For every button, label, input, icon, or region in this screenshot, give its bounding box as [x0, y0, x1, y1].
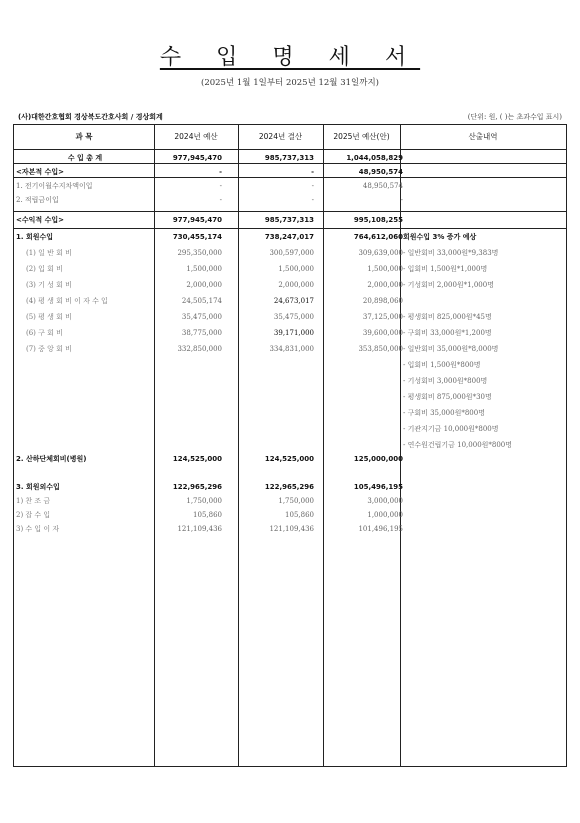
row-budget-2025: 37,125,000	[362, 313, 403, 321]
row-settle-2024: 2,000,000	[278, 281, 314, 289]
table-row	[14, 180, 566, 193]
table-row	[14, 194, 566, 207]
table-row	[14, 343, 566, 356]
row-budget-2024: -	[219, 168, 222, 176]
row-desc: - 구회비 35,000원*800명	[403, 409, 485, 417]
row-budget-2025: 1,000,000	[367, 511, 403, 519]
table-row	[14, 391, 566, 404]
row-settle-2024: -	[311, 182, 314, 190]
row-budget-2024: 124,525,000	[172, 455, 222, 463]
row-budget-2025: -	[400, 196, 403, 204]
row-budget-2024: 1,750,000	[186, 497, 222, 505]
table-row	[14, 423, 566, 436]
row-budget-2024: 38,775,000	[181, 329, 222, 337]
row-budget-2025: 48,950,574	[358, 168, 403, 176]
header-budget-2024: 2024년 예산	[174, 132, 218, 141]
table-row	[14, 327, 566, 340]
row-budget-2024: -	[219, 182, 222, 190]
table-row	[14, 481, 566, 494]
row-budget-2024: 977,945,470	[172, 216, 222, 224]
table-row	[14, 247, 566, 260]
row-desc: - 평생회비 825,000원*45명	[403, 313, 492, 321]
table-row	[14, 279, 566, 292]
row-settle-2024: -	[311, 196, 314, 204]
row-desc: - 연수원건립기금 10,000원*800명	[403, 441, 513, 449]
row-item: (4) 평 생 회 비 이 자 수 입	[26, 297, 108, 305]
table-row	[14, 375, 566, 388]
period-subtitle: (2025년 1월 1일부터 2025년 12월 31일까지)	[201, 78, 379, 88]
row-settle-2024: -	[311, 168, 314, 176]
table-row	[14, 214, 566, 227]
row-budget-2025: 1,500,000	[367, 265, 403, 273]
row-settle-2024: 105,860	[285, 511, 314, 519]
header-desc: 산출내역	[468, 132, 498, 141]
income-table	[13, 124, 567, 767]
row-desc: - 일반회비 35,000원*8,000명	[403, 345, 499, 353]
row-budget-2025: 3,000,000	[367, 497, 403, 505]
row-budget-2024: -	[219, 196, 222, 204]
row-item: 2. 산하단체회비(병원)	[16, 455, 87, 463]
row-desc: - 구회비 33,000원*1,200명	[403, 329, 492, 337]
row-desc: 회원수입 3% 증가 예상	[403, 233, 477, 241]
row-settle-2024: 985,737,313	[264, 154, 314, 162]
row-item: 1. 전기이월수지차액이입	[16, 182, 93, 190]
row-desc: - 기성회비 2,000원*1,000명	[403, 281, 494, 289]
row-settle-2024: 39,171,000	[273, 329, 314, 337]
row-budget-2024: 105,860	[193, 511, 222, 519]
row-budget-2024: 122,965,296	[172, 483, 222, 491]
row-budget-2025: 39,600,000	[362, 329, 403, 337]
row-budget-2024: 730,455,174	[172, 233, 222, 241]
row-item: (5) 평 생 회 비	[26, 313, 72, 321]
row-item: (7) 중 앙 회 비	[26, 345, 72, 353]
table-row	[14, 263, 566, 276]
row-item: <수익적 수입>	[16, 216, 64, 224]
row-item: <자본적 수입>	[16, 168, 64, 176]
row-budget-2024: 24,505,174	[181, 297, 222, 305]
row-settle-2024: 24,673,017	[273, 297, 314, 305]
row-budget-2025: 105,496,195	[353, 483, 403, 491]
row-budget-2024: 2,000,000	[186, 281, 222, 289]
row-budget-2025: 995,108,255	[353, 216, 403, 224]
row-item: 3) 수 입 이 자	[16, 525, 60, 533]
row-budget-2024: 295,350,000	[177, 249, 222, 257]
row-item: (3) 기 성 회 비	[26, 281, 72, 289]
document-title: 수 입 명 세 서	[159, 45, 421, 70]
row-desc: - 입회비 1,500원*1,000명	[403, 265, 488, 273]
row-budget-2025: 20,898,060	[362, 297, 403, 305]
row-budget-2025: 1,044,058,829	[346, 154, 403, 162]
row-item: (6) 구 회 비	[26, 329, 63, 337]
row-item: 1. 회원수입	[16, 233, 54, 241]
header-budget-2025: 2025년 예산(안)	[333, 132, 390, 141]
row-settle-2024: 738,247,017	[264, 233, 314, 241]
row-settle-2024: 35,475,000	[273, 313, 314, 321]
header-settle-2024: 2024년 결산	[258, 132, 303, 141]
row-desc: - 기관지기금 10,000원*800명	[403, 425, 499, 433]
row-item: 1) 찬 조 금	[16, 497, 51, 505]
row-settle-2024: 122,965,296	[264, 483, 314, 491]
row-item: (2) 입 회 비	[26, 265, 63, 273]
row-budget-2024: 977,945,470	[172, 154, 222, 162]
row-item: 수 입 총 계	[67, 154, 103, 162]
table-row	[14, 407, 566, 420]
row-item: 2. 적립금이입	[16, 196, 59, 204]
row-item: 2) 잡 수 입	[16, 511, 51, 519]
row-desc: - 평생회비 875,000원*30명	[403, 393, 492, 401]
table-row	[14, 509, 566, 522]
row-desc: - 일반회비 33,000원*9,383명	[403, 249, 499, 257]
row-budget-2024: 332,850,000	[177, 345, 222, 353]
organization-label: (사)대한간호협회 경상북도간호사회 / 경상회계	[18, 113, 163, 121]
row-settle-2024: 1,750,000	[278, 497, 314, 505]
row-settle-2024: 334,831,000	[269, 345, 314, 353]
table-row	[14, 495, 566, 508]
table-row	[14, 311, 566, 324]
table-row	[14, 523, 566, 536]
header-item: 과 목	[75, 132, 93, 141]
table-row	[14, 295, 566, 308]
row-budget-2025: 309,639,000	[358, 249, 403, 257]
table-row	[14, 231, 566, 244]
row-budget-2024: 121,109,436	[177, 525, 222, 533]
row-settle-2024: 1,500,000	[278, 265, 314, 273]
row-desc: - 기성회비 3,000원*800명	[403, 377, 488, 385]
row-budget-2025: 2,000,000	[367, 281, 403, 289]
row-budget-2025: 764,612,060	[353, 233, 403, 241]
row-item: (1) 일 반 회 비	[26, 249, 72, 257]
table-row	[14, 152, 566, 165]
table-row	[14, 166, 566, 179]
row-budget-2025: 48,950,574	[362, 182, 403, 190]
row-budget-2024: 35,475,000	[181, 313, 222, 321]
row-desc: - 입회비 1,500원*800명	[403, 361, 481, 369]
row-budget-2025: 353,850,000	[358, 345, 403, 353]
table-row	[14, 359, 566, 372]
row-settle-2024: 121,109,436	[269, 525, 314, 533]
row-settle-2024: 124,525,000	[264, 455, 314, 463]
table-row	[14, 439, 566, 452]
row-item: 3. 회원외수입	[16, 483, 60, 491]
unit-note: (단위: 원, ( )는 초과수입 표시)	[467, 113, 562, 121]
row-budget-2024: 1,500,000	[186, 265, 222, 273]
table-row	[14, 453, 566, 466]
row-budget-2025: 101,496,195	[358, 525, 403, 533]
row-settle-2024: 985,737,313	[264, 216, 314, 224]
row-settle-2024: 300,597,000	[269, 249, 314, 257]
row-budget-2025: 125,000,000	[353, 455, 403, 463]
